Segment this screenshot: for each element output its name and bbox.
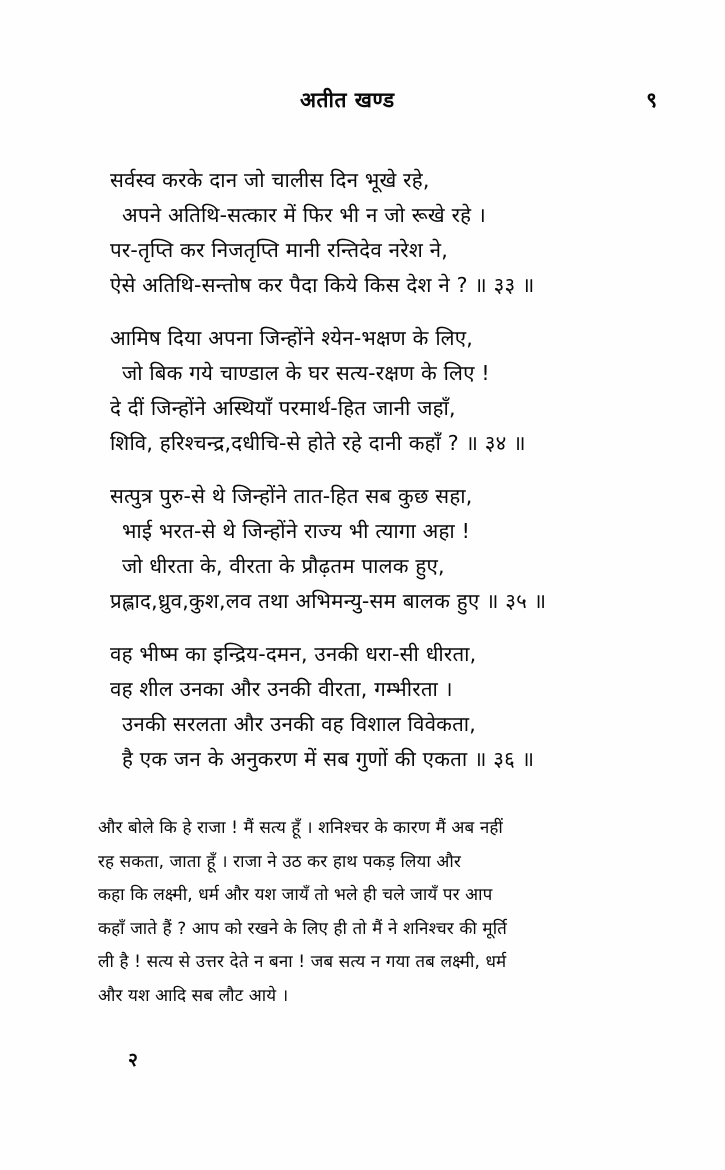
- verse-line: जो धीरता के, वीरता के प्रौढ़तम पालक हुए,: [122, 554, 445, 578]
- verse-line: सर्वस्व करके दान जो चालीस दिन भूखे रहे,: [110, 168, 430, 192]
- prose-line: कहा कि लक्ष्मी, धर्म और यश जायँ तो भले ही चले जायँ पर आप: [98, 885, 493, 905]
- prose-line: और यश आदि सब लौट आये ।: [98, 985, 289, 1006]
- verse-line: है एक जन के अनुकरण में सब गुणों की एकता ॥ ३६ ॥: [122, 747, 535, 771]
- stanza-36: [110, 637, 655, 777]
- prose-line: रह सकता, जाता हूँ । राजा ने उठ कर हाथ पकड़ लिया और: [98, 851, 461, 872]
- verse-line: दे दीं जिन्होंने अस्थियाँ परमार्थ-हित जानी जहाँ,: [110, 396, 456, 420]
- verse-line: आमिष दिया अपना जिन्होंने श्येन-भक्षण के लिए,: [110, 326, 473, 350]
- signature-mark: २: [128, 1049, 138, 1071]
- verse-line: जो बिक गये चाण्डाल के घर सत्य-रक्षण के लिए !: [122, 361, 490, 385]
- verse-line: प्रह्लाद,ध्रुव,कुश,लव तथा अभिमन्यु-सम बालक हुए ॥ ३५ ॥: [110, 589, 547, 613]
- verse-section: [110, 163, 655, 777]
- prose-line: और बोले कि हे राजा ! मैं सत्य हूँ । शनिश्चर के कारण मैं अब नहीं: [98, 818, 503, 838]
- prose-line: कहाँ जाते हैं ? आप को रखने के लिए ही तो मैं ने शनिश्चर की मूर्ति: [98, 918, 507, 939]
- verse-line: पर-तृप्ति कर निजतृप्ति मानी रन्तिदेव नरेश ने,: [110, 238, 448, 262]
- prose-line: ली है ! सत्य से उत्तर देते न बना ! जब सत्य न गया तब लक्ष्मी, धर्म: [98, 952, 507, 972]
- verse-line: सत्पुत्र पुरु-से थे जिन्होंने तात-हित सब कुछ सहा,: [110, 484, 473, 508]
- verse-line: ऐसे अतिथि-सन्तोष कर पैदा किये किस देश ने ? ॥ ३३ ॥: [110, 273, 535, 297]
- page-number: ९: [646, 88, 657, 112]
- page-title: अतीत खण्ड: [300, 88, 395, 112]
- running-head: [110, 86, 665, 126]
- stanza-33: [110, 163, 655, 303]
- verse-line: शिवि, हरिश्चन्द्र,दधीचि-से होते रहे दानी कहाँ ? ॥ ३४ ॥: [110, 431, 526, 455]
- verse-line: वह शील उनका और उनकी वीरता, गम्भीरता ।: [110, 677, 453, 701]
- verse-line: भाई भरत-से थे जिन्होंने राज्य भी त्यागा अहा !: [122, 519, 471, 543]
- page-footer: [110, 1046, 655, 1072]
- verse-line: अपने अतिथि-सत्कार में फिर भी न जो रूखे रहे ।: [122, 203, 486, 227]
- stanza-35: [110, 479, 655, 619]
- stanza-34: [110, 321, 655, 461]
- verse-line: वह भीष्म का इन्द्रिय-दमन, उनकी धरा-सी धीरता,: [110, 642, 477, 666]
- prose-paragraph: [98, 812, 633, 1013]
- verse-line: उनकी सरलता और उनकी वह विशाल विवेकता,: [122, 712, 477, 736]
